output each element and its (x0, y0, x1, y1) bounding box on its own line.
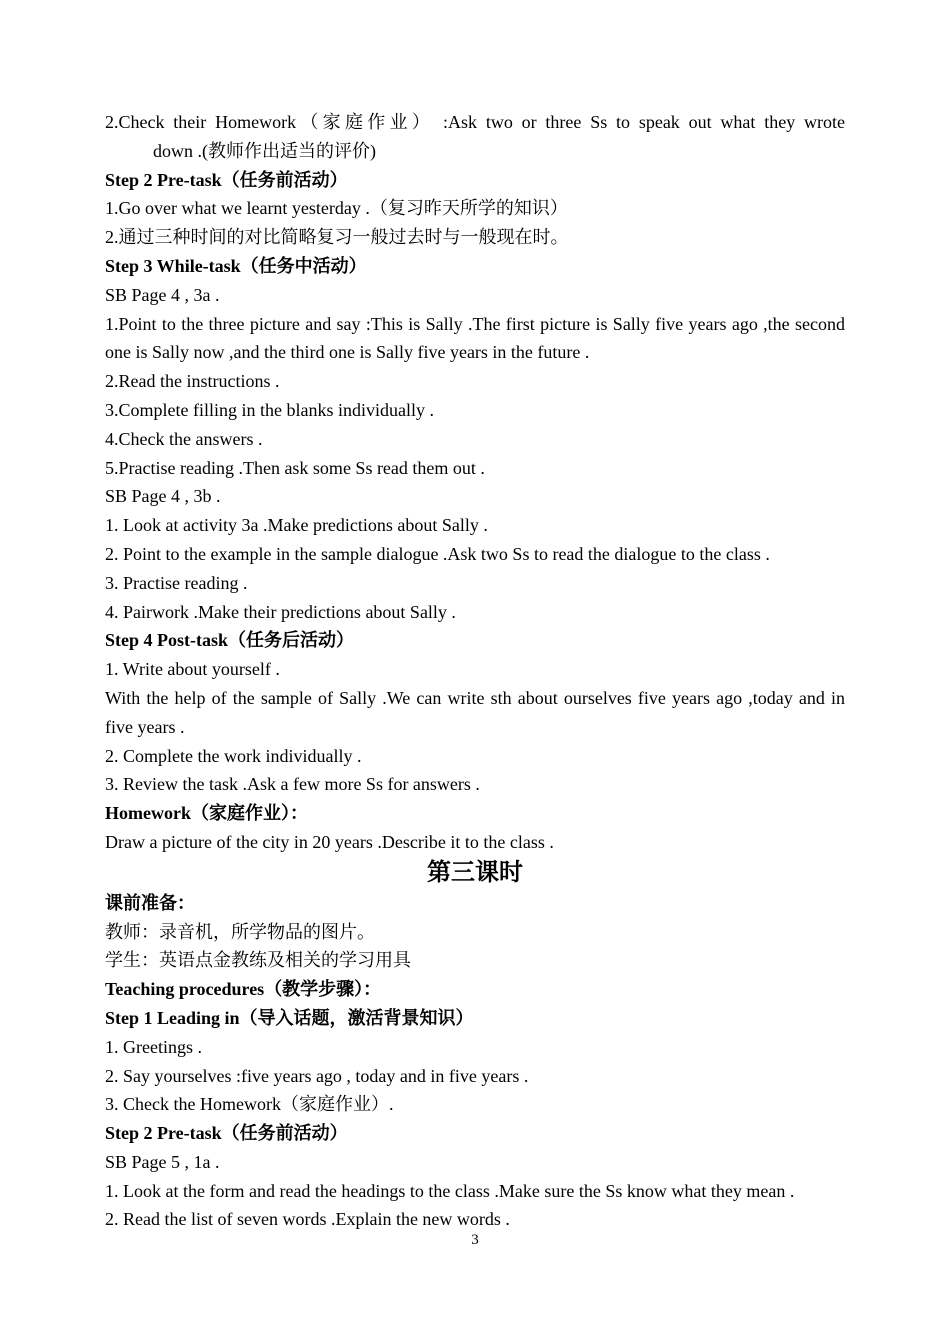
page-number: 3 (471, 1232, 479, 1248)
text-line: 1. Greetings . (105, 1036, 202, 1057)
text-line: down .(教师作出适当的评价) (153, 140, 376, 161)
text-line: SB Page 4 , 3a . (105, 284, 220, 305)
section-heading: Step 1 Leading in（导入话题，激活背景知识） (105, 1007, 474, 1028)
section-heading: Step 3 While-task（任务中活动） (105, 255, 367, 276)
text-line: 学生：英语点金教练及相关的学习用具 (105, 950, 411, 971)
section-heading: Step 4 Post-task（任务后活动） (105, 630, 355, 651)
text-line: With the help of the sample of Sally .We can write sth about ourselves five years ago ,today and in five years . (105, 687, 845, 737)
lesson-section-two (105, 108, 845, 857)
section-heading: Homework（家庭作业）： (105, 803, 308, 824)
text-line: 2. Complete the work individually . (105, 745, 362, 766)
section-heading: Step 2 Pre-task（任务前活动） (105, 169, 348, 190)
text-line: 2. Point to the example in the sample dialogue .Ask two Ss to read the dialogue to the class . (105, 543, 770, 564)
document-page (105, 108, 845, 1234)
text-line: 2.Check their Homework（家庭作业） :Ask two or three Ss to speak out what they wrote (105, 112, 845, 132)
text-line: 3. Review the task .Ask a few more Ss for answers . (105, 774, 480, 795)
text-line: 2. Read the list of seven words .Explain the new words . (105, 1209, 510, 1230)
lesson-section-three (105, 889, 845, 1235)
text-line: 1.Go over what we learnt yesterday .（复习昨天所学的知识） (105, 198, 568, 219)
text-line: 5.Practise reading .Then ask some Ss read them out . (105, 457, 485, 478)
text-line: 4.Check the answers . (105, 428, 263, 449)
text-line: 2.通过三种时间的对比简略复习一般过去时与一般现在时。 (105, 227, 569, 248)
section-heading: Teaching procedures（教学步骤）： (105, 979, 382, 1000)
text-line: 1. Write about yourself . (105, 659, 280, 680)
text-line: SB Page 4 , 3b . (105, 486, 221, 507)
text-line: 4. Pairwork .Make their predictions about Sally . (105, 601, 456, 622)
text-line: 3. Practise reading . (105, 572, 248, 593)
text-line: 教师：录音机，所学物品的图片。 (105, 921, 375, 942)
text-line: 1. Look at the form and read the headings to the class .Make sure the Ss know what they mean . (105, 1180, 795, 1201)
text-line: 3.Complete filling in the blanks individually . (105, 399, 434, 420)
section-heading: Step 2 Pre-task（任务前活动） (105, 1123, 348, 1144)
text-line: 1.Point to the three picture and say :This is Sally .The first picture is Sally five years ago ,the second one is Sally now ,and the third one is Sally five years in the future . (105, 313, 845, 363)
chapter-title: 第三课时 (427, 859, 523, 886)
text-line: SB Page 5 , 1a . (105, 1151, 220, 1172)
text-line: 2.Read the instructions . (105, 371, 280, 392)
text-line: 1. Look at activity 3a .Make predictions about Sally . (105, 515, 488, 536)
text-line: Draw a picture of the city in 20 years .Describe it to the class . (105, 831, 554, 852)
section-heading: 课前准备： (105, 892, 195, 913)
text-line: 3. Check the Homework（家庭作业）. (105, 1094, 394, 1115)
text-line: 2. Say yourselves :five years ago , today and in five years . (105, 1065, 529, 1086)
